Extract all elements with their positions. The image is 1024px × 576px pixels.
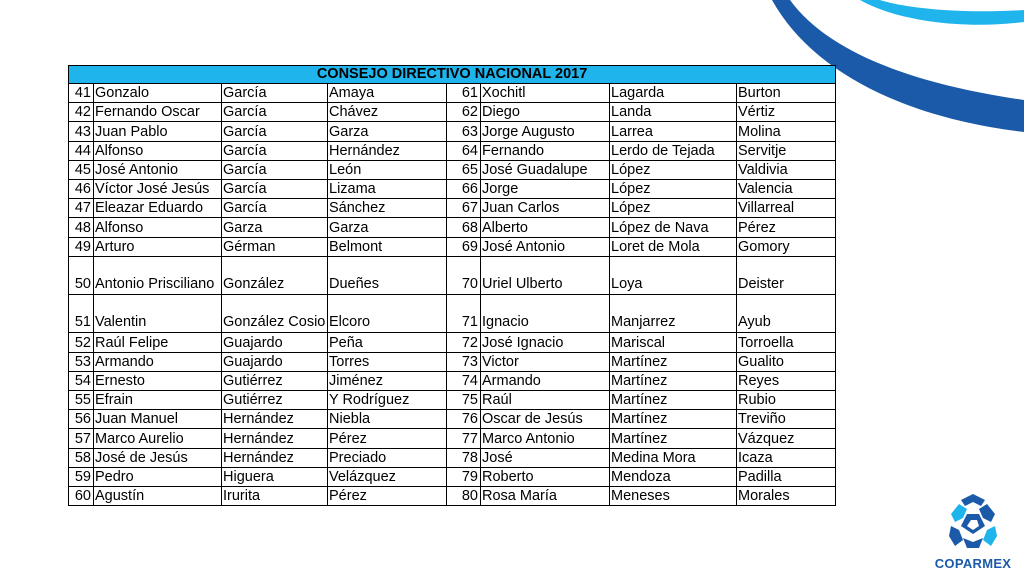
first-surname-cell: Manjarrez	[610, 295, 737, 333]
table-row	[69, 410, 836, 429]
member-number-cell: 63	[447, 122, 481, 141]
table-row	[69, 371, 836, 390]
first-name-cell: Agustín	[94, 486, 222, 505]
first-surname-cell: Guajardo	[222, 333, 328, 352]
first-name-cell: Víctor José Jesús	[94, 179, 222, 198]
table-row	[69, 486, 836, 505]
first-surname-cell: García	[222, 199, 328, 218]
first-surname-cell: Irurita	[222, 486, 328, 505]
first-surname-cell: Martínez	[610, 352, 737, 371]
second-surname-cell: Vértiz	[737, 103, 836, 122]
member-number-cell: 59	[69, 467, 94, 486]
member-number-cell: 76	[447, 410, 481, 429]
table-row	[69, 352, 836, 371]
second-surname-cell: Sánchez	[328, 199, 447, 218]
table-row	[69, 103, 836, 122]
member-number-cell: 54	[69, 371, 94, 390]
first-surname-cell: Guajardo	[222, 352, 328, 371]
member-number-cell: 60	[69, 486, 94, 505]
first-name-cell: Jorge Augusto	[481, 122, 610, 141]
second-surname-cell: Deister	[737, 256, 836, 294]
first-name-cell: José Ignacio	[481, 333, 610, 352]
first-name-cell: Jorge	[481, 179, 610, 198]
member-number-cell: 66	[447, 179, 481, 198]
first-surname-cell: Meneses	[610, 486, 737, 505]
second-surname-cell: Garza	[328, 122, 447, 141]
first-name-cell: Diego	[481, 103, 610, 122]
member-number-cell: 65	[447, 160, 481, 179]
second-surname-cell: Gomory	[737, 237, 836, 256]
table-row	[69, 333, 836, 352]
first-name-cell: Juan Carlos	[481, 199, 610, 218]
first-name-cell: José	[481, 448, 610, 467]
table-row	[69, 218, 836, 237]
table-row	[69, 256, 836, 294]
member-number-cell: 61	[447, 84, 481, 103]
table-row	[69, 295, 836, 333]
first-surname-cell: López	[610, 199, 737, 218]
first-name-cell: Xochitl	[481, 84, 610, 103]
first-surname-cell: Martínez	[610, 371, 737, 390]
second-surname-cell: Amaya	[328, 84, 447, 103]
second-surname-cell: Rubio	[737, 391, 836, 410]
first-surname-cell: Gérman	[222, 237, 328, 256]
table-row	[69, 237, 836, 256]
first-surname-cell: Lerdo de Tejada	[610, 141, 737, 160]
first-surname-cell: García	[222, 160, 328, 179]
brand-name: COPARMEX	[934, 556, 1012, 571]
first-name-cell: Gonzalo	[94, 84, 222, 103]
first-surname-cell: Hernández	[222, 448, 328, 467]
first-surname-cell: Gutiérrez	[222, 391, 328, 410]
first-name-cell: Roberto	[481, 467, 610, 486]
first-name-cell: Eleazar Eduardo	[94, 199, 222, 218]
member-number-cell: 75	[447, 391, 481, 410]
member-number-cell: 42	[69, 103, 94, 122]
second-surname-cell: Treviño	[737, 410, 836, 429]
first-surname-cell: López de Nava	[610, 218, 737, 237]
table-row	[69, 199, 836, 218]
table-row	[69, 391, 836, 410]
second-surname-cell: Valdivia	[737, 160, 836, 179]
second-surname-cell: León	[328, 160, 447, 179]
first-name-cell: Rosa María	[481, 486, 610, 505]
second-surname-cell: Niebla	[328, 410, 447, 429]
first-surname-cell: Landa	[610, 103, 737, 122]
first-name-cell: Marco Antonio	[481, 429, 610, 448]
second-surname-cell: Y Rodríguez	[328, 391, 447, 410]
table-row	[69, 84, 836, 103]
table-row	[69, 448, 836, 467]
member-number-cell: 62	[447, 103, 481, 122]
member-number-cell: 48	[69, 218, 94, 237]
first-name-cell: José Antonio	[94, 160, 222, 179]
member-number-cell: 41	[69, 84, 94, 103]
first-name-cell: Pedro	[94, 467, 222, 486]
member-number-cell: 70	[447, 256, 481, 294]
table-title: CONSEJO DIRECTIVO NACIONAL 2017	[69, 66, 836, 84]
member-number-cell: 74	[447, 371, 481, 390]
second-surname-cell: Hernández	[328, 141, 447, 160]
second-surname-cell: Jiménez	[328, 371, 447, 390]
member-number-cell: 80	[447, 486, 481, 505]
first-name-cell: Alberto	[481, 218, 610, 237]
second-surname-cell: Villarreal	[737, 199, 836, 218]
member-number-cell: 67	[447, 199, 481, 218]
member-number-cell: 71	[447, 295, 481, 333]
first-name-cell: Alfonso	[94, 218, 222, 237]
second-surname-cell: Pérez	[328, 429, 447, 448]
member-number-cell: 51	[69, 295, 94, 333]
member-number-cell: 64	[447, 141, 481, 160]
second-surname-cell: Gualito	[737, 352, 836, 371]
first-surname-cell: Higuera	[222, 467, 328, 486]
member-number-cell: 53	[69, 352, 94, 371]
first-surname-cell: Martínez	[610, 410, 737, 429]
first-surname-cell: García	[222, 84, 328, 103]
second-surname-cell: Dueñes	[328, 256, 447, 294]
first-surname-cell: López	[610, 160, 737, 179]
second-surname-cell: Torres	[328, 352, 447, 371]
first-surname-cell: Loret de Mola	[610, 237, 737, 256]
member-number-cell: 46	[69, 179, 94, 198]
member-number-cell: 72	[447, 333, 481, 352]
member-number-cell: 73	[447, 352, 481, 371]
first-name-cell: Fernando Oscar	[94, 103, 222, 122]
table-body	[69, 84, 836, 506]
first-name-cell: Ignacio	[481, 295, 610, 333]
second-surname-cell: Lizama	[328, 179, 447, 198]
member-number-cell: 52	[69, 333, 94, 352]
first-name-cell: Armando	[94, 352, 222, 371]
first-surname-cell: García	[222, 141, 328, 160]
first-surname-cell: Larrea	[610, 122, 737, 141]
first-surname-cell: Hernández	[222, 410, 328, 429]
coparmex-logo-icon	[945, 492, 1001, 550]
second-surname-cell: Elcoro	[328, 295, 447, 333]
first-surname-cell: Medina Mora	[610, 448, 737, 467]
first-surname-cell: Garza	[222, 218, 328, 237]
first-name-cell: Ernesto	[94, 371, 222, 390]
first-name-cell: Raúl	[481, 391, 610, 410]
table-row	[69, 179, 836, 198]
member-number-cell: 50	[69, 256, 94, 294]
first-surname-cell: Mendoza	[610, 467, 737, 486]
first-name-cell: José Guadalupe	[481, 160, 610, 179]
first-name-cell: Antonio Prisciliano	[94, 256, 222, 294]
first-name-cell: Marco Aurelio	[94, 429, 222, 448]
member-number-cell: 45	[69, 160, 94, 179]
first-name-cell: Valentin	[94, 295, 222, 333]
first-surname-cell: Mariscal	[610, 333, 737, 352]
second-surname-cell: Padilla	[737, 467, 836, 486]
member-number-cell: 78	[447, 448, 481, 467]
member-number-cell: 69	[447, 237, 481, 256]
first-surname-cell: García	[222, 103, 328, 122]
second-surname-cell: Vázquez	[737, 429, 836, 448]
second-surname-cell: Servitje	[737, 141, 836, 160]
second-surname-cell: Preciado	[328, 448, 447, 467]
member-number-cell: 44	[69, 141, 94, 160]
member-number-cell: 49	[69, 237, 94, 256]
member-number-cell: 56	[69, 410, 94, 429]
member-number-cell: 68	[447, 218, 481, 237]
first-surname-cell: López	[610, 179, 737, 198]
first-name-cell: Efrain	[94, 391, 222, 410]
first-surname-cell: Loya	[610, 256, 737, 294]
first-name-cell: Fernando	[481, 141, 610, 160]
table-row	[69, 429, 836, 448]
second-surname-cell: Valencia	[737, 179, 836, 198]
table-row	[69, 122, 836, 141]
second-surname-cell: Ayub	[737, 295, 836, 333]
second-surname-cell: Chávez	[328, 103, 447, 122]
member-number-cell: 77	[447, 429, 481, 448]
table-row	[69, 160, 836, 179]
first-name-cell: Raúl Felipe	[94, 333, 222, 352]
second-surname-cell: Garza	[328, 218, 447, 237]
first-name-cell: Uriel Ulberto	[481, 256, 610, 294]
first-name-cell: José de Jesús	[94, 448, 222, 467]
first-surname-cell: García	[222, 179, 328, 198]
first-name-cell: Armando	[481, 371, 610, 390]
second-surname-cell: Molina	[737, 122, 836, 141]
first-name-cell: Oscar de Jesús	[481, 410, 610, 429]
second-surname-cell: Pérez	[328, 486, 447, 505]
council-table	[68, 65, 836, 506]
first-surname-cell: González Cosio	[222, 295, 328, 333]
first-name-cell: José Antonio	[481, 237, 610, 256]
coparmex-logo	[930, 492, 1016, 571]
second-surname-cell: Belmont	[328, 237, 447, 256]
table-row	[69, 141, 836, 160]
first-name-cell: Juan Pablo	[94, 122, 222, 141]
second-surname-cell: Peña	[328, 333, 447, 352]
member-number-cell: 57	[69, 429, 94, 448]
first-name-cell: Victor	[481, 352, 610, 371]
first-surname-cell: Martínez	[610, 429, 737, 448]
first-surname-cell: Hernández	[222, 429, 328, 448]
first-surname-cell: García	[222, 122, 328, 141]
member-number-cell: 58	[69, 448, 94, 467]
second-surname-cell: Velázquez	[328, 467, 447, 486]
second-surname-cell: Reyes	[737, 371, 836, 390]
member-number-cell: 79	[447, 467, 481, 486]
member-number-cell: 43	[69, 122, 94, 141]
first-name-cell: Juan Manuel	[94, 410, 222, 429]
second-surname-cell: Burton	[737, 84, 836, 103]
second-surname-cell: Torroella	[737, 333, 836, 352]
first-name-cell: Alfonso	[94, 141, 222, 160]
table-row	[69, 467, 836, 486]
first-surname-cell: Martínez	[610, 391, 737, 410]
second-surname-cell: Morales	[737, 486, 836, 505]
first-surname-cell: Lagarda	[610, 84, 737, 103]
second-surname-cell: Pérez	[737, 218, 836, 237]
first-surname-cell: Gutiérrez	[222, 371, 328, 390]
first-surname-cell: González	[222, 256, 328, 294]
first-name-cell: Arturo	[94, 237, 222, 256]
second-surname-cell: Icaza	[737, 448, 836, 467]
member-number-cell: 55	[69, 391, 94, 410]
member-number-cell: 47	[69, 199, 94, 218]
